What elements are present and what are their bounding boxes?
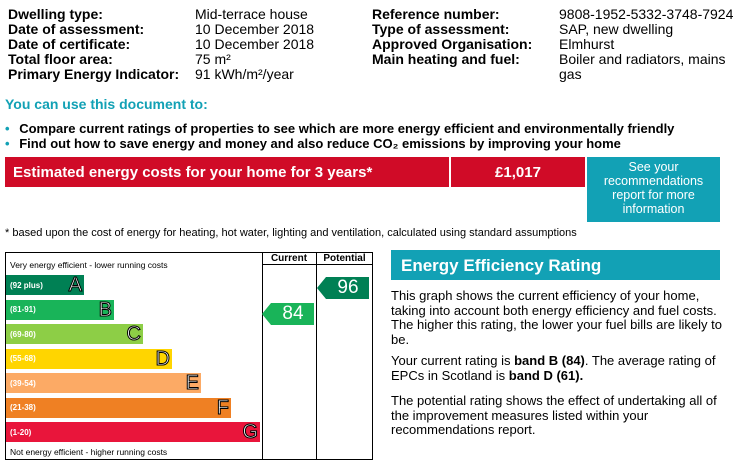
- rating-band-c: [6, 324, 143, 344]
- energy-cost-amount: £1,017: [495, 163, 541, 181]
- see-recommendations-text: See your recommendations report for more information: [603, 160, 704, 216]
- detail-label: Dwelling type:: [8, 6, 103, 22]
- bullet-dot-icon: •: [5, 121, 10, 136]
- rating-average-band: band D (61).: [508, 367, 584, 383]
- rating-text: Your current rating is: [391, 353, 515, 368]
- rating-band-g: [6, 422, 260, 442]
- rating-heading-bar: [391, 250, 720, 280]
- rating-chart: [5, 252, 373, 460]
- band-range: (39-54): [10, 378, 36, 388]
- detail-label: Date of certificate:: [8, 36, 131, 52]
- detail-value: 91 kWh/m²/year: [195, 66, 294, 82]
- band-letter: E: [185, 372, 199, 394]
- band-range: (21-38): [10, 403, 36, 412]
- rating-band-b: [6, 300, 114, 320]
- rating-band-d: [6, 349, 172, 369]
- bullet-item: [5, 121, 674, 136]
- detail-value: Boiler and radiators, mains gas: [559, 51, 726, 82]
- energy-cost-label: Estimated energy costs for your home for 3 years*: [13, 164, 373, 181]
- band-letter: D: [155, 347, 170, 370]
- detail-label: Type of assessment:: [372, 21, 510, 37]
- header-divider: [262, 264, 372, 265]
- rating-paragraph-1: This graph shows the current efficiency of your home, taking into account both energy efficiency and fuel costs. The higher this rating, the lower your fuel bills are likely to be.: [391, 288, 722, 347]
- detail-label: Reference number:: [372, 6, 500, 22]
- band-range: (69-80): [10, 329, 36, 339]
- see-recommendations-box[interactable]: [587, 157, 720, 222]
- bullet-item: [5, 136, 621, 151]
- band-range: (81-91): [10, 305, 36, 314]
- rating-band-a: [6, 275, 84, 295]
- rating-heading: Energy Efficiency Rating: [401, 256, 602, 275]
- rating-paragraph-2: [391, 354, 726, 383]
- detail-value: 9808-1952-5332-3748-7924: [559, 6, 734, 22]
- detail-label: Main heating and fuel:: [372, 51, 520, 67]
- detail-label: Date of assessment:: [8, 21, 145, 37]
- detail-value: 75 m²: [195, 51, 231, 67]
- detail-value: Elmhurst: [559, 36, 615, 52]
- detail-label: Total floor area:: [8, 51, 113, 67]
- band-letter: F: [216, 396, 229, 419]
- band-range: (92 plus): [10, 280, 43, 290]
- bottom-efficiency-label: Not energy efficient - higher running costs: [10, 447, 168, 457]
- detail-label: Primary Energy Indicator:: [8, 66, 180, 82]
- energy-cost-amount-box: [451, 157, 585, 187]
- bullet-dot-icon: •: [5, 136, 10, 151]
- band-letter: C: [126, 323, 141, 345]
- band-letter: G: [242, 421, 258, 443]
- potential-rating-value: 96: [337, 277, 359, 298]
- detail-value: Mid-terrace house: [195, 6, 308, 22]
- potential-rating-arrow: [317, 277, 369, 299]
- detail-value: 10 December 2018: [195, 36, 315, 52]
- top-efficiency-label: Very energy efficient - lower running costs: [10, 260, 168, 270]
- band-range: (1-20): [10, 427, 32, 437]
- rating-band-f: [6, 398, 231, 418]
- band-range: (55-68): [10, 354, 36, 363]
- footnote: * based upon the cost of energy for heating, hot water, lighting and ventilation, calculated using standard assumptions: [5, 227, 577, 239]
- band-letter: A: [68, 274, 82, 296]
- current-rating-arrow: [262, 303, 314, 325]
- band-letter: B: [98, 298, 112, 321]
- rating-paragraph-3: The potential rating shows the effect of undertaking all of the improvement measures listed within your recommendations report.: [391, 393, 717, 437]
- rating-band-e: [6, 373, 201, 393]
- bullet-text: Find out how to save energy and money and also reduce CO₂ emissions by improving your home: [19, 136, 621, 151]
- detail-value: SAP, new dwelling: [559, 21, 674, 37]
- potential-column-header: Potential: [323, 253, 366, 264]
- rating-current-band: band B (84): [514, 353, 585, 368]
- energy-cost-label-bar: [5, 157, 449, 187]
- column-divider: [262, 253, 263, 459]
- detail-label: Approved Organisation:: [372, 36, 533, 52]
- bullet-text: Compare current ratings of properties to see which are more energy efficient and environmentally friendly: [19, 121, 675, 136]
- current-rating-value: 84: [282, 303, 304, 324]
- use-heading: You can use this document to:: [5, 96, 208, 112]
- current-column-header: Current: [270, 253, 308, 264]
- rating-text: . The average rating of EPCs in Scotland is: [391, 353, 716, 383]
- detail-value: 10 December 2018: [195, 21, 315, 37]
